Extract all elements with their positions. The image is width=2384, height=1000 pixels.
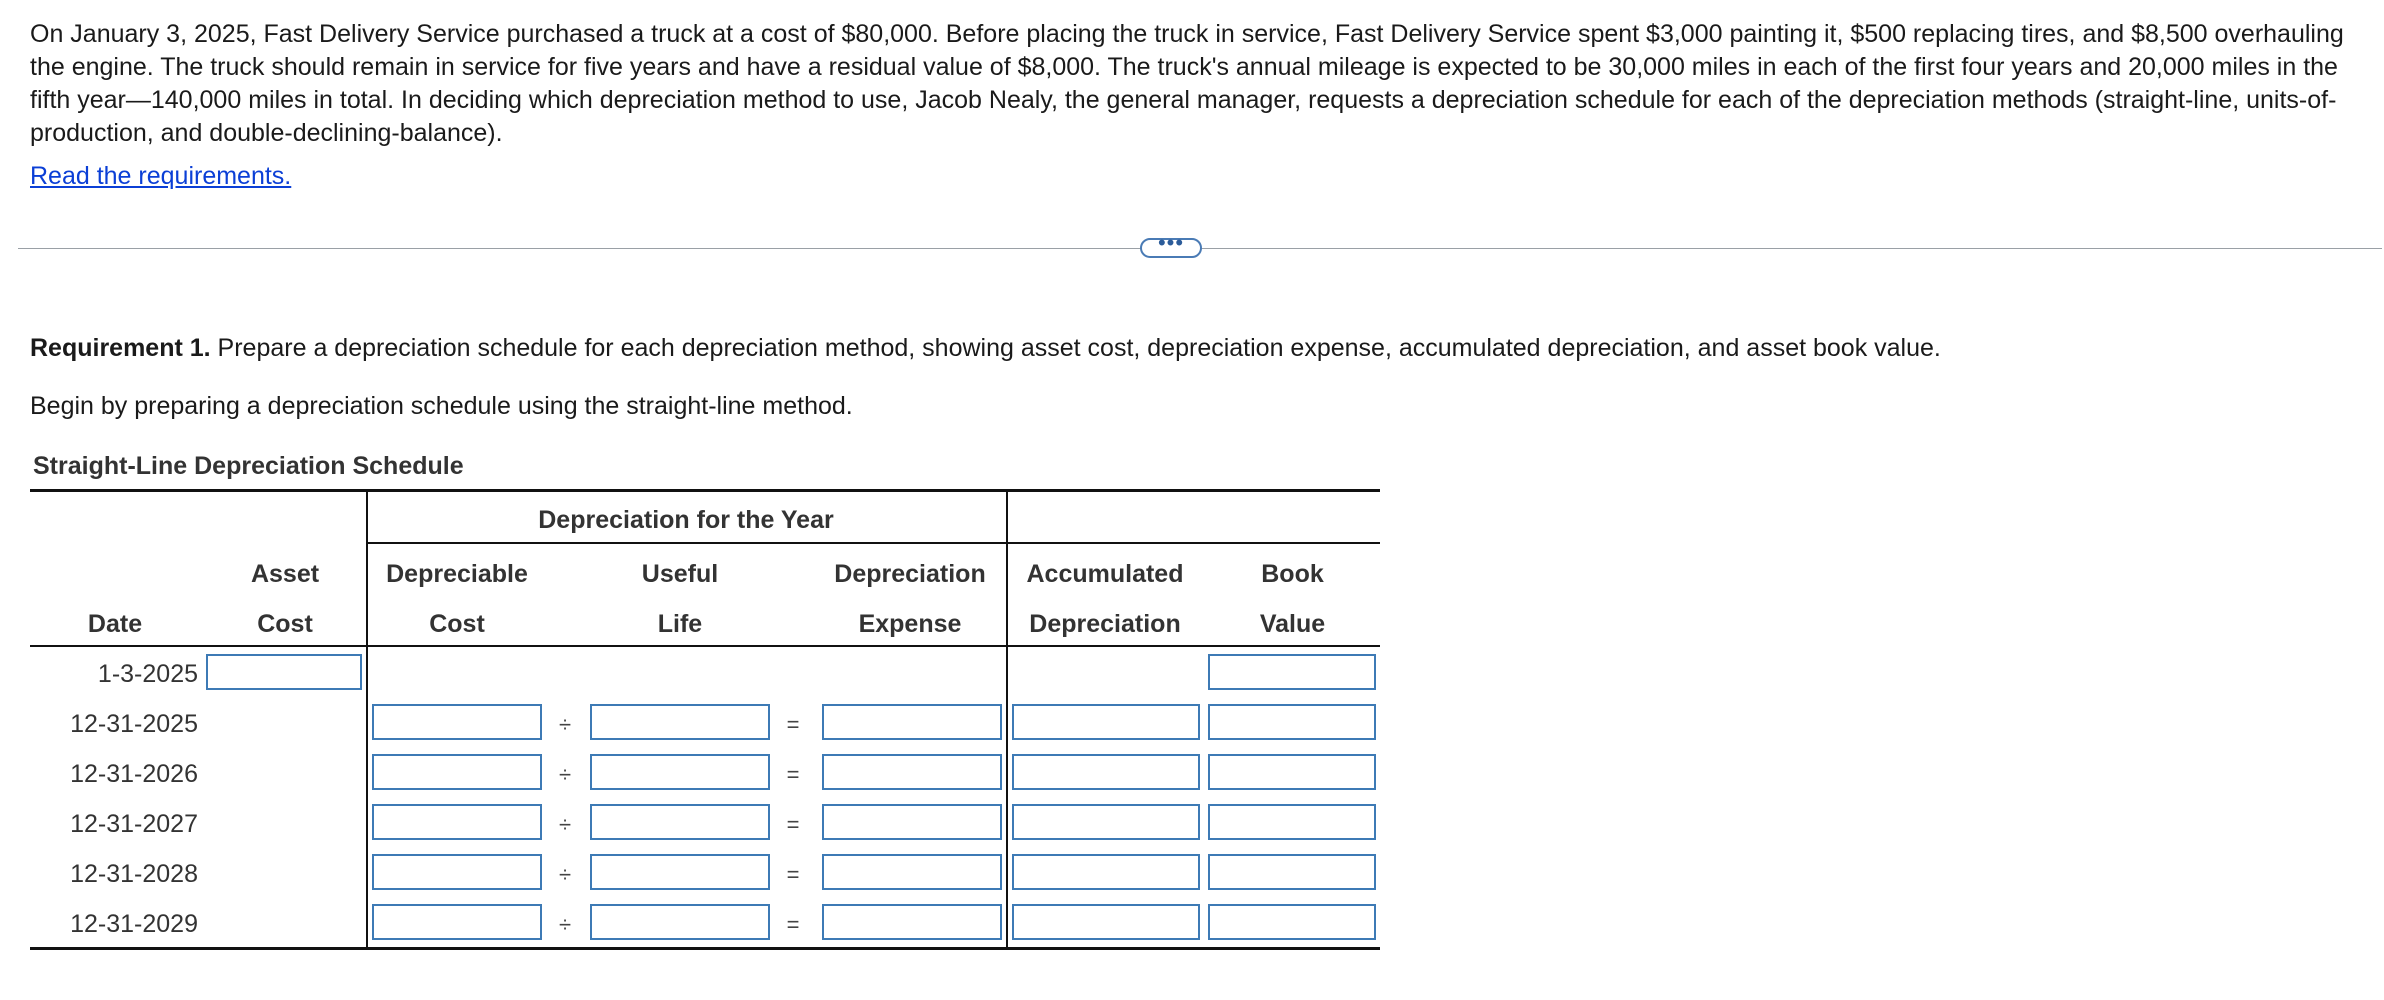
header-depreciable-cost-line1: Depreciable [386,560,528,588]
equals-sign: = [786,862,800,887]
book-value-input[interactable] [1208,904,1376,940]
depreciation-expense-input[interactable] [822,904,1002,940]
problem-statement: On January 3, 2025, Fast Delivery Service purchased a truck at a cost of $80,000. Before placing the truck in service, Fast Delivery Service spent $3,000 painting it, $500 replacing tires, and $8,500 overhauling the engine. The truck should remain in service for five years and have a residual value of $8,000. The truck's annual mileage is expected to be 30,000 miles in each of the first four years and 20,000 miles in the fifth year—140,000 miles in total. In deciding which depreciation method to use, Jacob Nealy, the general manager, requests a depreciation schedule for each of the depreciation methods (straight-line, units-of-production, and double-declining-balance). [30,20,2344,147]
useful-life-input[interactable] [590,754,770,790]
depreciable-cost-input[interactable] [372,904,542,940]
depreciable-cost-input[interactable] [372,854,542,890]
column-separator [1006,489,1008,950]
group-header-rule [366,542,1380,544]
divide-sign: ÷ [558,862,572,887]
header-accum-dep-line1: Accumulated [1026,560,1184,588]
row-date: 12-31-2029 [70,910,198,938]
expand-more-button[interactable] [1140,230,1202,258]
header-depreciation-for-year: Depreciation for the Year [538,506,834,534]
useful-life-input[interactable] [590,904,770,940]
depreciable-cost-input[interactable] [372,754,542,790]
equals-sign: = [786,812,800,837]
useful-life-input[interactable] [590,704,770,740]
book-value-input[interactable] [1208,804,1376,840]
depreciable-cost-input[interactable] [372,804,542,840]
book-value-input[interactable] [1208,654,1376,690]
requirement-1-body: Prepare a depreciation schedule for each depreciation method, showing asset cost, depreciation expense, accumulated depreciation, and asset book value. [210,334,1941,362]
header-book-value-line1: Book [1261,560,1324,588]
book-value-input[interactable] [1208,704,1376,740]
equals-sign: = [786,712,800,737]
book-value-input[interactable] [1208,854,1376,890]
requirement-1-label: Requirement 1. [30,334,211,362]
column-separator [366,489,368,950]
divide-sign: ÷ [558,912,572,937]
depreciation-expense-input[interactable] [822,854,1002,890]
accumulated-depreciation-input[interactable] [1012,754,1200,790]
useful-life-input[interactable] [590,804,770,840]
row-date: 12-31-2026 [70,760,198,788]
table-top-rule [30,489,1380,492]
accumulated-depreciation-input[interactable] [1012,704,1200,740]
header-book-value-line2: Value [1259,610,1326,638]
depreciable-cost-input[interactable] [372,704,542,740]
header-bottom-rule [30,645,1380,647]
header-depreciable-cost-line2: Cost [429,610,485,638]
row-date: 12-31-2027 [70,810,198,838]
table-bottom-rule [30,947,1380,950]
divide-sign: ÷ [558,712,572,737]
depreciation-expense-input[interactable] [822,704,1002,740]
ellipsis-icon: ••• [1157,230,1185,255]
header-date: Date [87,610,143,638]
header-dep-expense-line1: Depreciation [834,560,986,588]
header-asset-cost-line2: Cost [257,610,313,638]
depreciation-expense-input[interactable] [822,754,1002,790]
row-date: 1-3-2025 [97,660,198,688]
equals-sign: = [786,912,800,937]
schedule-title: Straight-Line Depreciation Schedule [33,452,464,480]
instruction-text: Begin by preparing a depreciation schedule using the straight-line method. [30,392,853,420]
requirement-1-text [30,332,1941,365]
header-dep-expense-line2: Expense [858,610,962,638]
depreciation-expense-input[interactable] [822,804,1002,840]
header-useful-life-line2: Life [657,610,703,638]
row-date: 12-31-2025 [70,710,198,738]
header-asset-cost-line1: Asset [250,560,320,588]
header-useful-life-line1: Useful [641,560,719,588]
accumulated-depreciation-input[interactable] [1012,854,1200,890]
accumulated-depreciation-input[interactable] [1012,904,1200,940]
header-accum-dep-line2: Depreciation [1029,610,1181,638]
useful-life-input[interactable] [590,854,770,890]
row-date: 12-31-2028 [70,860,198,888]
equals-sign: = [786,762,800,787]
divide-sign: ÷ [558,812,572,837]
read-requirements-link[interactable]: Read the requirements. [30,162,292,190]
accumulated-depreciation-input[interactable] [1012,804,1200,840]
asset-cost-input[interactable] [206,654,362,690]
book-value-input[interactable] [1208,754,1376,790]
divide-sign: ÷ [558,762,572,787]
